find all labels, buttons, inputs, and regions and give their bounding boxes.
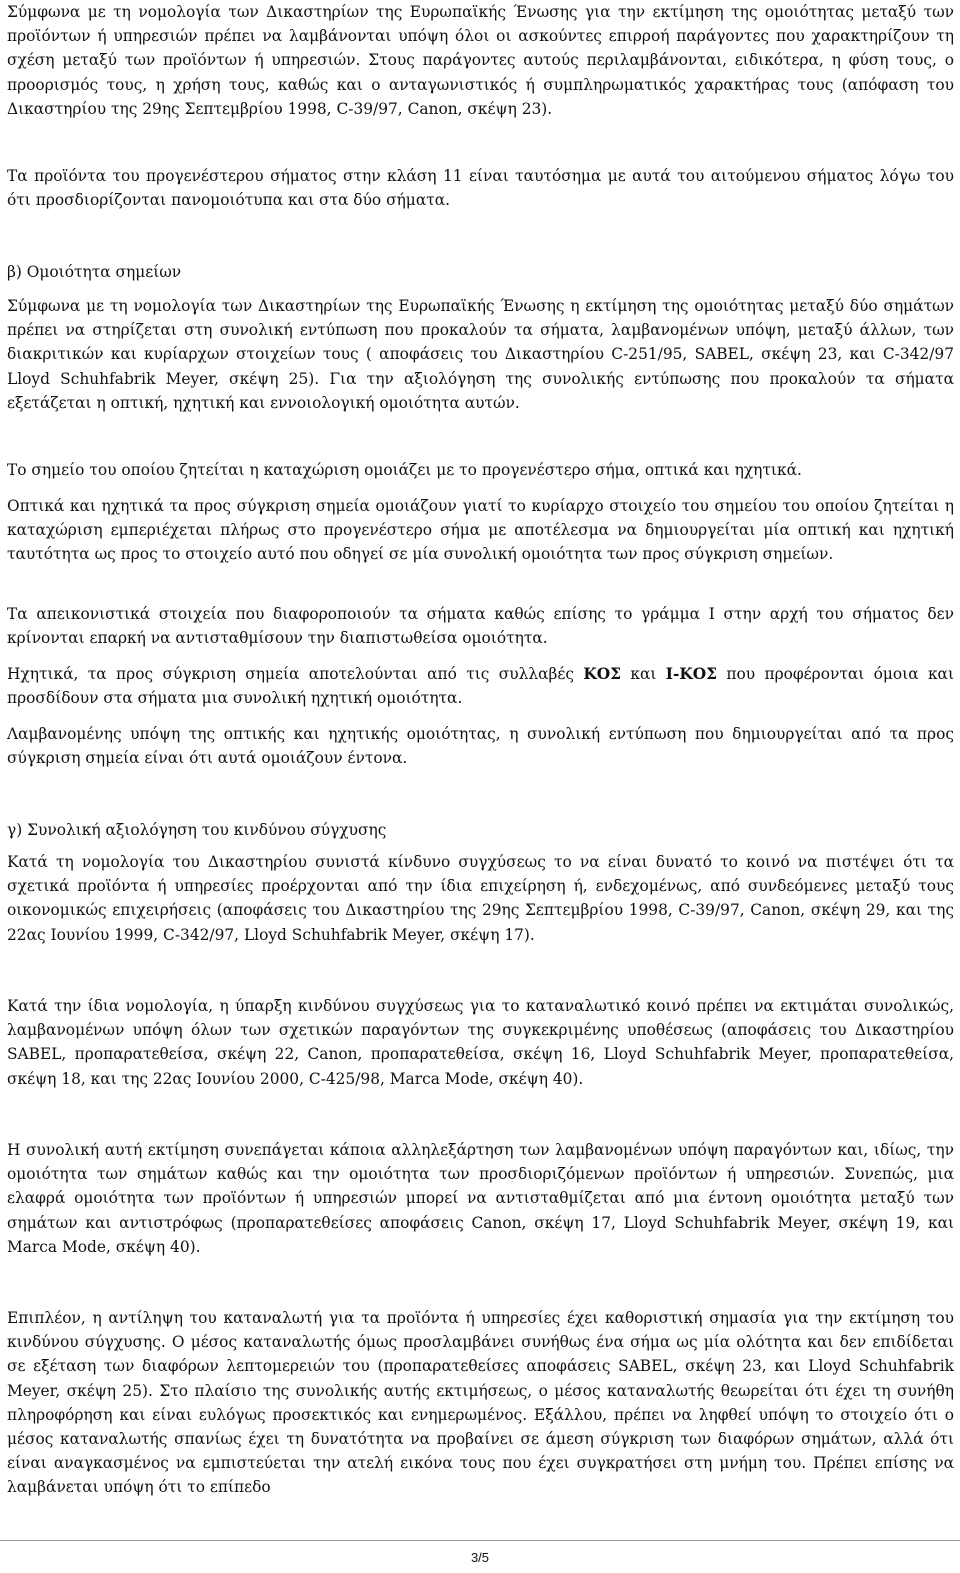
- paragraph-sign-similarity-case-law: Σύμφωνα με τη νομολογία των Δικαστηρίων της Ευρωπαϊκής Ένωσης η εκτίμηση της ομοιότητας μεταξύ δύο σημάτων πρέπει να στηρίζεται στη συνολική εντύπωση που προκαλούν τα σήματα, λαμβανομένων υπόψη, μεταξύ άλλων, των διακριτικών και κυρίαρχων στοιχείων τους ( αποφάσεις του Δικαστηρίου C-251/95, SABEL, σκέψη 23, και C-342/97 Lloyd Schuhfabrik Meyer, σκέψη 25). Για την αξιολόγηση της συνολικής εντύπωσης που προκαλούν τα σήματα εξετάζεται η οπτική, ηχητική και εννοιολογική ομοιότητα αυτών.: [7, 297, 954, 412]
- aural-text-before: Ηχητικά, τα προς σύγκριση σημεία αποτελούνται από τις συλλαβές: [7, 665, 584, 683]
- paragraph-product-similarity-case-law: Σύμφωνα με τη νομολογία των Δικαστηρίων της Ευρωπαϊκής Ένωσης για την εκτίμηση της ομοιότητας μεταξύ των προϊόντων ή υπηρεσιών πρέπει να λαμβάνονται υπόψη όλοι οι ασκούντες επιρροή παράγοντες που χαρακτηρίζουν τη σχέση μεταξύ των προϊόντων ή υπηρεσιών. Στους παράγοντες αυτούς περιλαμβάνονται, ειδικότερα, η φύση τους, ο προορισμός τους, η χρήση τους, καθώς και ο ανταγωνιστικός ή συμπληρωματικός χαρακτήρας τους (απόφαση του Δικαστηρίου της 29ης Σεπτεμβρίου 1998, C-39/97, Canon, σκέψη 23).: [7, 3, 954, 118]
- footer-divider: [0, 1540, 960, 1541]
- syllable-i-kos: Ι-ΚΟΣ: [665, 665, 718, 683]
- aural-text-after: που προφέρονται όμοια και προσδίδουν στα σήματα μια συνολική ηχητική ομοιότητα.: [7, 665, 954, 708]
- page-number: 3/5: [470, 1550, 490, 1565]
- paragraph-global-assessment: Κατά την ίδια νομολογία, η ύπαρξη κινδύνου συγχύσεως για το καταναλωτικό κοινό πρέπει να εκτιμάται συνολικώς, λαμβανομένων υπόψη όλων των σχετικών παραγόντων της συγκεκριμένης υποθέσεως (αποφάσεις του Δικαστηρίου SABEL, προπαρατεθείσα, σκέψη 22, Canon, προπαρατεθείσα, σκέψη 16, Lloyd Schuhfabrik Meyer, προπαρατεθείσα, σκέψη 18, και της 22ας Ιουνίου 2000, C-425/98, Marca Mode, σκέψη 40).: [7, 997, 954, 1088]
- paragraph-visual-aural-similarity: Οπτικά και ηχητικά τα προς σύγκριση σημεία ομοιάζουν γιατί το κυρίαρχο στοιχείο του σημείου του οποίου ζητείται η καταχώριση εμπεριέχεται πλήρως στο προγενέστερο σήμα με αποτέλεσμα να δημιουργείται μία οπτική και ηχητική ταυτότητα ως προς το στοιχείο αυτό που οδηγεί σε μία συνολική ομοιότητα των προς σύγκριση σημείων.: [7, 497, 954, 564]
- paragraph-identical-products-class-11: Τα προϊόντα του προγενέστερου σήματος στην κλάση 11 είναι ταυτόσημα με αυτά του αιτούμενου σήματος λόγω του ότι προσδιορίζονται πανομοιότυπα και στα δύο σήματα.: [7, 167, 954, 210]
- aural-text-mid: και: [621, 665, 666, 683]
- syllable-kos: ΚΟΣ: [583, 665, 621, 683]
- paragraph-aural-syllables: [7, 662, 954, 710]
- paragraph-figurative-elements: Τα απεικονιστικά στοιχεία που διαφοροποιούν τα σήματα καθώς επίσης το γράμμα Ι στην αρχή του σήματος δεν κρίνονται επαρκή να αντισταθμίσουν την διαπιστωθείσα ομοιότητα.: [7, 605, 954, 648]
- section-heading-sign-similarity: β) Ομοιότητα σημείων: [7, 263, 182, 281]
- section-heading-likelihood-of-confusion: γ) Συνολική αξιολόγηση του κινδύνου σύγχυσης: [7, 821, 387, 839]
- paragraph-overall-impression: Λαμβανομένης υπόψη της οπτικής και ηχητικής ομοιότητας, η συνολική εντύπωση που δημιουργείται από τα προς σύγκριση σημεία είναι ότι αυτά ομοιάζουν έντονα.: [7, 725, 954, 768]
- paragraph-sign-resembles-earlier-mark: Το σημείο του οποίου ζητείται η καταχώριση ομοιάζει με το προγενέστερο σήμα, οπτικά και ηχητικά.: [7, 461, 802, 479]
- paragraph-confusion-definition: Κατά τη νομολογία του Δικαστηρίου συνιστά κίνδυνο συγχύσεως το να είναι δυνατό το κοινό να πιστέψει ότι τα σχετικά προϊόντα ή υπηρεσίες προέρχονται από την ίδια επιχείρηση ή, ενδεχομένως, από συνδεόμενες μεταξύ τους οικονομικώς επιχειρήσεις (αποφάσεις του Δικαστηρίου της 29ης Σεπτεμβρίου 1998, C-39/97, Canon, σκέψη 29, και της 22ας Ιουνίου 1999, C-342/97, Lloyd Schuhfabrik Meyer, σκέψη 17).: [7, 853, 954, 944]
- paragraph-average-consumer: Επιπλέον, η αντίληψη του καταναλωτή για τα προϊόντα ή υπηρεσίες έχει καθοριστική σημασία για την εκτίμηση του κινδύνου σύγχυσης. Ο μέσος καταναλωτής όμως προσλαμβάνει συνήθως ένα σήμα ως μία ολότητα και δεν επιδίδεται σε εξέταση των διαφόρων λεπτομερειών του (προπαρατεθείσες αποφάσεις SABEL, σκέψη 23, και Lloyd Schuhfabrik Meyer, σκέψη 25). Στο πλαίσιο της συνολικής αυτής εκτιμήσεως, ο μέσος καταναλωτής θεωρείται ότι έχει τη συνήθη πληροφόρηση και είναι ευλόγως προσεκτικός και ενημερωμένος. Εξάλλου, πρέπει να ληφθεί υπόψη το στοιχείο ότι ο μέσος καταναλωτής σπανίως έχει τη δυνατότητα να προβαίνει σε άμεση σύγκριση των διαφόρων σημάτων, αλλά ότι είναι αναγκασμένος να εμπιστεύεται την ατελή εικόνα τους που έχει συγκρατήσει στη μνήμη του. Πρέπει επίσης να λαμβάνεται υπόψη ότι το επίπεδο: [7, 1309, 954, 1497]
- paragraph-interdependence-of-factors: Η συνολική αυτή εκτίμηση συνεπάγεται κάποια αλληλεξάρτηση των λαμβανομένων υπόψη παραγόντων και, ιδίως, την ομοιότητα των σημάτων καθώς και την ομοιότητα των προσδιοριζόμενων προϊόντων ή υπηρεσιών. Συνεπώς, μια ελαφρά ομοιότητα των προϊόντων ή υπηρεσιών μπορεί να αντισταθμίζεται από μια έντονη ομοιότητα μεταξύ των σημάτων και αντιστρόφως (προπαρατεθείσες αποφάσεις Canon, σκέψη 17, Lloyd Schuhfabrik Meyer, σκέψη 19, και Marca Mode, σκέψη 40).: [7, 1141, 954, 1256]
